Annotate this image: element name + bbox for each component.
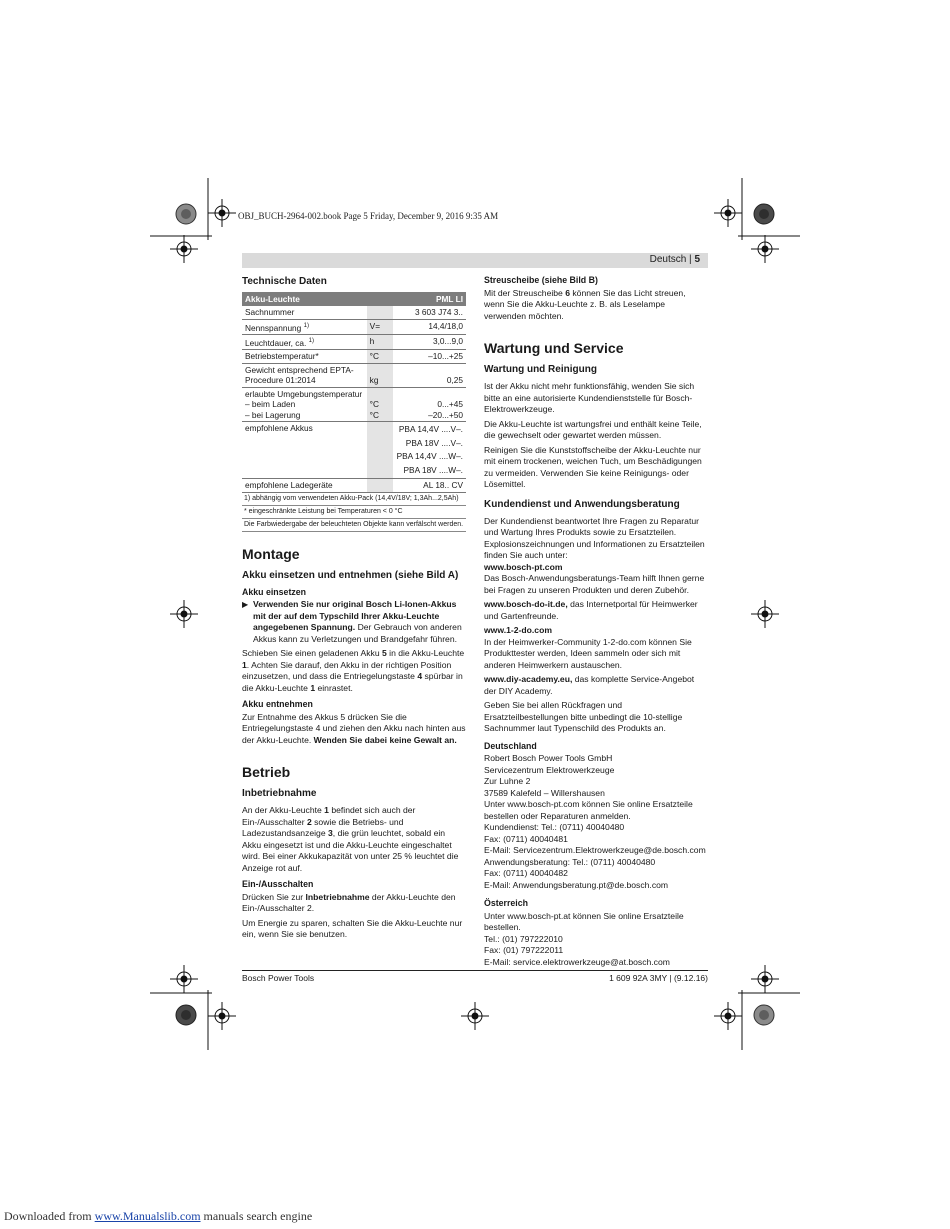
table-row <box>242 387 466 422</box>
env-charge-label: – beim Laden <box>245 399 296 410</box>
kundendienst-paragraph: Das Bosch-Anwendungsberatungs-Team hilft Ihnen gerne bei Fragen zu unseren Produkten und deren Zubehör. <box>484 573 705 595</box>
address-line: Unter www.bosch-pt.at können Sie online Ersatzteile bestellen. <box>484 910 684 932</box>
streuscheibe-heading: Streuscheibe (siehe Bild B) <box>484 275 598 285</box>
download-prefix: Downloaded from <box>4 1209 95 1223</box>
footer-doc-number: 1 609 92A 3MY | (9.12.16) <box>609 973 708 983</box>
ref-number: 1 <box>310 682 316 693</box>
row-value: 3,0...9,0 <box>393 334 466 349</box>
env-label: erlaubte Umgebungstemperatur <box>245 388 363 399</box>
bold-text: Inbetriebnahme <box>305 891 370 902</box>
diy-academy-link: www.diy-academy.eu, <box>484 674 573 684</box>
kundendienst-paragraph: In der Heimwerker-Community 1-2-do.com können Sie Produkttester werden, Ideen sammeln oder sich mit anderen Heimwerkern austauschen. <box>484 636 692 670</box>
row-value: 3 603 J74 3.. <box>393 306 466 319</box>
env-store-value: –20...+50 <box>428 409 463 420</box>
kundendienst-paragraph <box>484 674 708 697</box>
text: spürbar in die Akku-Leuchte <box>242 671 463 693</box>
row-unit: V= <box>367 319 393 334</box>
table-header-row <box>242 292 466 307</box>
wartung-subheading: Wartung und Reinigung <box>484 364 597 375</box>
text: sowie die Betriebs- und Ladezustandsanzeige <box>242 816 404 839</box>
kundendienst-paragraph <box>484 599 708 622</box>
row-label: Betriebstemperatur* <box>242 350 367 364</box>
ein-paragraph <box>242 892 466 915</box>
row-label <box>242 334 367 349</box>
right-column <box>484 275 708 968</box>
ref-number: 3 <box>328 828 333 839</box>
one-two-do-link: www.1-2-do.com <box>484 625 552 635</box>
akku-item: PBA 18V ....W–. <box>403 464 463 475</box>
product-label: Akku-Leuchte <box>242 292 367 307</box>
akku-item: PBA 14,4V ....W–. <box>396 451 463 462</box>
address-line: E-Mail: Anwendungsberatung.pt@de.bosch.com <box>484 879 669 890</box>
text: Schieben Sie einen geladenen Akku <box>242 648 382 659</box>
left-column <box>242 276 466 944</box>
streuscheibe-paragraph <box>484 288 708 323</box>
text: , die grün leuchtet, sobald ein Akku eingesetzt ist und die Akku-Leuchte eingeschaltet wird. Bei einer Akkukapazität von unter 25 % leuchtet die Anzeige rot auf. <box>242 828 459 873</box>
address-line: Tel.: (01) 797222010 <box>484 933 563 944</box>
text: An der Akku-Leuchte <box>242 805 325 816</box>
row-value <box>393 422 466 479</box>
running-header <box>650 254 700 265</box>
akku-item: PBA 18V ....V–. <box>405 437 463 448</box>
table-row <box>242 350 466 364</box>
montage-heading: Montage <box>242 545 300 562</box>
address-line: E-Mail: service.elektrowerkzeuge@at.bosch.com <box>484 956 670 967</box>
language-bar <box>242 253 708 268</box>
address-line: E-Mail: Servicezentrum.Elektrowerkzeuge@de.bosch.com <box>484 845 706 855</box>
inbetriebnahme-paragraph <box>242 805 466 874</box>
footnote-ref: 1) <box>308 337 315 344</box>
kundendienst-paragraph: Geben Sie bei allen Rückfragen und Ersatzteilbestellungen bitte unbedingt die 10-stellige Sachnummer laut Typenschild des Produkts an. <box>484 700 683 733</box>
tech-data-title: Technische Daten <box>242 276 327 287</box>
table-row <box>242 422 466 479</box>
book-info: OBJ_BUCH-2964-002.book Page 5 Friday, December 9, 2016 9:35 AM <box>238 211 499 221</box>
product-model: PML LI <box>393 292 466 307</box>
address-line: Fax: (0711) 40040481 <box>484 833 568 844</box>
akku-einsetzen-heading: Akku einsetzen <box>242 586 307 597</box>
address-line: Robert Bosch Power Tools GmbH <box>484 753 613 763</box>
ref-number: 1 <box>324 805 329 816</box>
row-label-text: Nennspannung <box>245 322 302 333</box>
table-row <box>242 319 466 334</box>
row-value: 0,25 <box>393 363 466 387</box>
footer-rule <box>242 970 708 971</box>
weight-label-line2: Procedure 01:2014 <box>245 375 316 386</box>
kundendienst-paragraph: Der Kundendienst beantwortet Ihre Fragen zu Reparatur und Wartung Ihres Produkts sowie zu Ersatzteilen. Explosionszeichnungen und Informationen zu Ersatzteilen finden Sie auch unter: <box>484 515 705 560</box>
address-line: Kundendienst: Tel.: (0711) 40040480 <box>484 822 625 832</box>
table-row <box>242 306 466 319</box>
table-row <box>242 334 466 349</box>
row-value: 14,4/18,0 <box>393 319 466 334</box>
row-value: –10...+25 <box>393 350 466 364</box>
ein-ausschalten-heading: Ein-/Ausschalten <box>242 879 314 890</box>
footnote: 1) abhängig vom verwendeten Akku-Pack (14,4V/18V; 1,3Ah...2,5Ah) <box>242 493 466 506</box>
wartung-paragraph: Ist der Akku nicht mehr funktionsfähig, wenden Sie sich bitte an eine autorisierte Kundendienststelle für Bosch-Elektrowerkzeuge. <box>484 381 695 414</box>
text: in die Akku-Leuchte <box>386 648 465 659</box>
row-label-text: Leuchtdauer, ca. <box>245 337 307 348</box>
env-store-unit: °C <box>369 409 379 420</box>
env-store-label: – bei Lagerung <box>245 409 301 420</box>
betrieb-heading: Betrieb <box>242 764 291 781</box>
address-line: 37589 Kalefeld – Willershausen <box>484 787 605 798</box>
akku-entnehmen-heading: Akku entnehmen <box>242 699 313 710</box>
download-notice <box>4 1209 312 1224</box>
text: können Sie das Licht streuen, wenn Sie die Akku-Leuchte z. B. als Leselampe verwenden möchten. <box>484 287 686 321</box>
address-line: Unter www.bosch-pt.com können Sie online Ersatzteile bestellen oder Reparaturen anmelden. <box>484 799 693 821</box>
wartung-paragraph: Die Akku-Leuchte ist wartungsfrei und enthält keine Teile, die gewechselt oder gewartet werden müssen. <box>484 418 702 440</box>
row-label: empfohlene Akkus <box>242 422 367 479</box>
insert-paragraph <box>242 648 466 694</box>
env-charge-unit: °C <box>369 399 379 410</box>
row-unit <box>367 306 393 319</box>
page-number: 5 <box>694 254 700 265</box>
row-unit <box>367 387 393 422</box>
ref-number: 1 <box>242 659 247 670</box>
footer-brand: Bosch Power Tools <box>242 973 315 983</box>
text: das Internetportal für Heimwerker und Gartenfreunde. <box>484 599 698 621</box>
ref-number: 4 <box>417 671 423 682</box>
address-line: Anwendungsberatung: Tel.: (0711) 40040480 <box>484 856 656 867</box>
row-label: empfohlene Ladegeräte <box>242 479 367 493</box>
tech-data-table <box>242 292 466 493</box>
text: das komplette Service-Angebot der DIY Academy. <box>484 674 695 696</box>
ref-number: 2 <box>306 816 312 827</box>
text: der Akku-Leuchte den Ein-/Ausschalter 2. <box>242 891 456 914</box>
address-line: Servicezentrum Elektrowerkzeuge <box>484 764 615 775</box>
bosch-do-it-link: www.bosch-do-it.de, <box>484 599 568 609</box>
address-line: Zur Luhne 2 <box>484 776 531 786</box>
row-value: AL 18.. CV <box>393 479 466 493</box>
text: Drücken Sie zur <box>242 891 306 902</box>
row-label: Sachnummer <box>242 306 367 319</box>
deutschland-address <box>484 753 708 891</box>
text: Zur Entnahme des Akkus 5 drücken Sie die Entriegelungstaste 4 und ziehen den Akku nach hinten aus der Akku-Leuchte. <box>242 711 466 745</box>
row-label <box>242 387 367 422</box>
manualslib-link[interactable]: www.Manualslib.com <box>94 1209 201 1223</box>
row-unit: °C <box>367 350 393 364</box>
kundendienst-heading: Kundendienst und Anwendungsberatung <box>484 498 680 510</box>
row-unit: h <box>367 334 393 349</box>
akku-item: PBA 14,4V ....V–. <box>398 424 463 435</box>
energy-paragraph: Um Energie zu sparen, schalten Sie die Akku-Leuchte nur ein, wenn Sie sie benutzen. <box>242 917 463 940</box>
header-separator: | <box>686 254 695 265</box>
text: . Achten Sie darauf, den Akku in der richtigen Position einzusetzen, und dass die Entriegelungstaste <box>242 659 452 682</box>
row-label <box>242 363 367 387</box>
weight-label-line1: Gewicht entsprechend EPTA- <box>245 364 354 375</box>
footnote-ref: 1) <box>303 322 309 329</box>
table-row <box>242 479 466 493</box>
bosch-pt-link: www.bosch-pt.com <box>484 561 563 572</box>
footnote: * eingeschränkte Leistung bei Temperaturen < 0 °C <box>242 506 466 519</box>
warning-rest: Der Gebrauch von anderen Akkus kann zu Verletzungen und Brandgefahr führen. <box>253 622 462 644</box>
table-row <box>242 363 466 387</box>
warning-text <box>253 599 466 645</box>
wartung-heading: Wartung und Service <box>484 340 624 356</box>
row-unit <box>367 422 393 479</box>
address-line: Fax: (0711) 40040482 <box>484 868 568 878</box>
text: befindet sich auch der Ein-/Ausschalter <box>242 805 416 827</box>
row-label <box>242 319 367 334</box>
oesterreich-heading: Österreich <box>484 898 529 908</box>
bold-text: Wenden Sie dabei keine Gewalt an. <box>313 734 457 745</box>
text: Mit der Streuscheibe <box>484 287 566 298</box>
wartung-paragraph: Reinigen Sie die Kunststoffscheibe der Akku-Leuchte nur mit einem trockenen, weichen Tuch, um Beschädigungen zu vermeiden. Verwenden Sie keine Reinigungs- oder Lösemittel. <box>484 444 702 489</box>
ref-number: 5 <box>382 648 387 659</box>
env-charge-value: 0...+45 <box>437 399 463 410</box>
inbetriebnahme-heading: Inbetriebnahme <box>242 788 317 800</box>
language-label: Deutsch <box>649 254 687 265</box>
row-unit <box>367 479 393 493</box>
warning-bold: Verwenden Sie nur original Bosch Li-Ionen-Akkus mit der auf dem Typschild Ihrer Akku-Leuchte angegebenen Spannung. <box>253 599 457 633</box>
triangle-bullet-icon: ▶ <box>242 600 249 610</box>
text: einrastet. <box>315 682 353 693</box>
deutschland-heading: Deutschland <box>484 740 537 751</box>
row-unit: kg <box>367 363 393 387</box>
address-line: Fax: (01) 797222011 <box>484 945 564 955</box>
warning-bullet <box>242 599 466 645</box>
oesterreich-address <box>484 911 708 969</box>
footnote: Die Farbwiedergabe der beleuchteten Objekte kann verfälscht werden. <box>242 519 466 532</box>
unit-header <box>367 292 393 307</box>
ref-number: 6 <box>565 287 570 298</box>
row-value <box>393 387 466 422</box>
download-suffix: manuals search engine <box>200 1209 313 1223</box>
montage-subheading: Akku einsetzen und entnehmen (siehe Bild A) <box>242 569 459 581</box>
remove-paragraph <box>242 712 466 747</box>
